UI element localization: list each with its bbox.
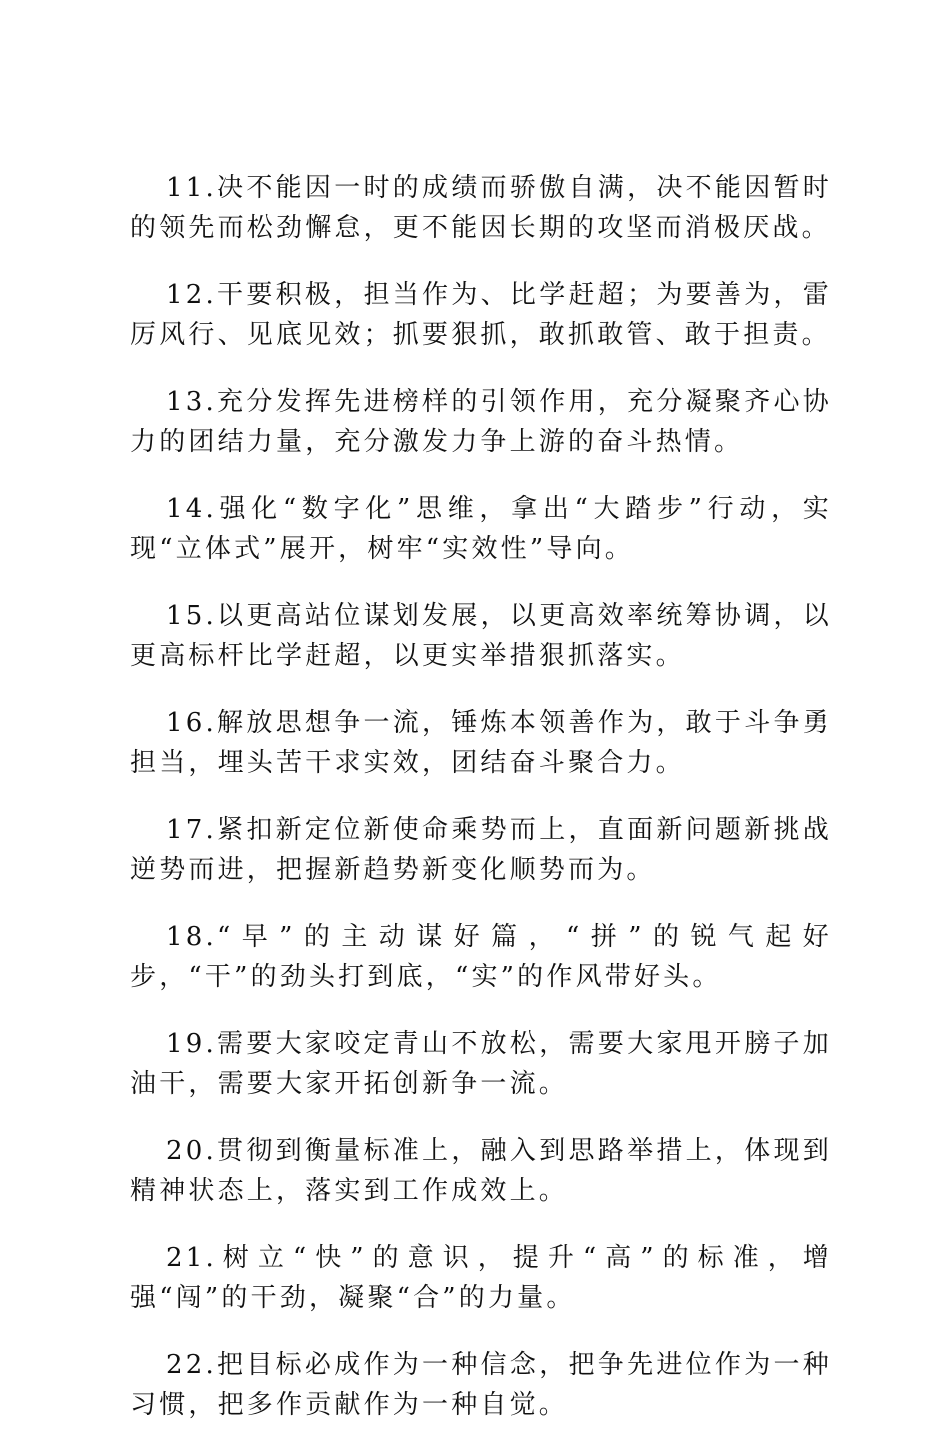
- document-body: [130, 168, 832, 1452]
- paragraph-15: 15.以更高站位谋划发展，以更高效率统筹协调，以更高标杆比学赶超，以更实举措狠抓落实。: [130, 601, 832, 671]
- paragraph-16: 16.解放思想争一流，锤炼本领善作为，敢于斗争勇担当，埋头苦干求实效，团结奋斗聚合力。: [130, 708, 832, 778]
- paragraph-14: 14.强化“数字化”思维，拿出“大踏步”行动，实现“立体式”展开，树牢“实效性”导向。: [130, 494, 832, 564]
- paragraph-18: 18.“早”的主动谋好篇，“拼”的锐气起好步，“干”的劲头打到底，“实”的作风带好头。: [130, 922, 832, 992]
- paragraph-19: 19.需要大家咬定青山不放松，需要大家甩开膀子加油干，需要大家开拓创新争一流。: [130, 1029, 832, 1099]
- paragraph-17: 17.紧扣新定位新使命乘势而上，直面新问题新挑战逆势而进，把握新趋势新变化顺势而为。: [130, 815, 832, 885]
- paragraph-20: 20.贯彻到衡量标准上，融入到思路举措上，体现到精神状态上，落实到工作成效上。: [130, 1136, 832, 1206]
- paragraph-11: 11.决不能因一时的成绩而骄傲自满，决不能因暂时的领先而松劲懈怠，更不能因长期的攻坚而消极厌战。: [130, 173, 832, 243]
- paragraph-12: 12.干要积极，担当作为、比学赶超；为要善为，雷厉风行、见底见效；抓要狠抓，敢抓敢管、敢于担责。: [130, 280, 832, 350]
- paragraph-22: 22.把目标必成作为一种信念，把争先进位作为一种习惯，把多作贡献作为一种自觉。: [130, 1350, 832, 1420]
- paragraph-13: 13.充分发挥先进榜样的引领作用，充分凝聚齐心协力的团结力量，充分激发力争上游的奋斗热情。: [130, 387, 832, 457]
- paragraph-21: 21.树立“快”的意识，提升“高”的标准，增强“闯”的干劲，凝聚“合”的力量。: [130, 1243, 832, 1313]
